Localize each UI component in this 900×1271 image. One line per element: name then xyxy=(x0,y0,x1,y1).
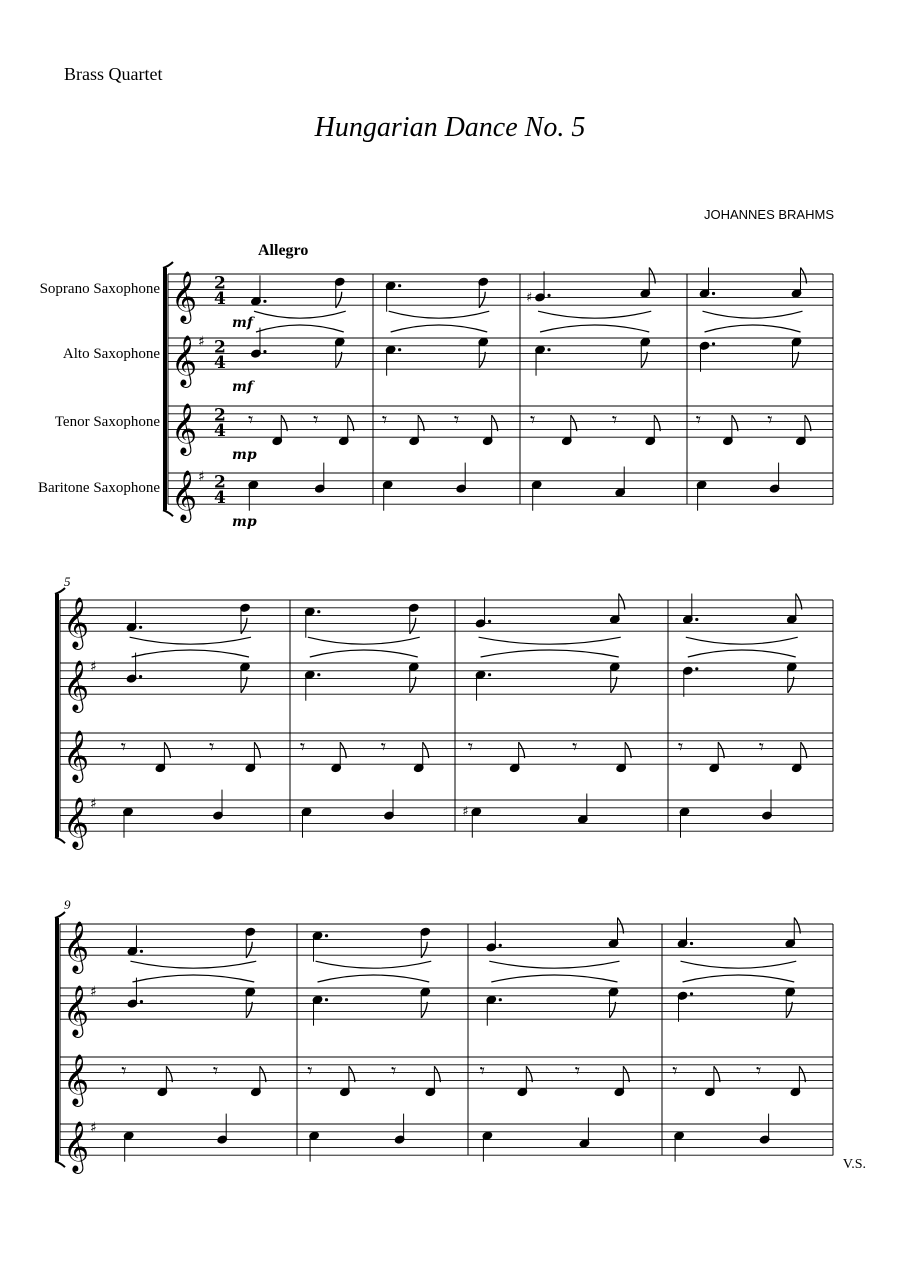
note-flag xyxy=(254,742,260,758)
key-signature-sharp-icon: ♯ xyxy=(198,468,205,485)
eighth-rest-icon: 𝄾 xyxy=(467,734,474,759)
treble-clef-icon: 𝄞 xyxy=(171,470,198,522)
note-flag xyxy=(625,742,631,758)
note-flag xyxy=(793,352,799,368)
eighth-rest-icon: 𝄾 xyxy=(313,407,319,432)
note-dot xyxy=(140,950,143,953)
eighth-rest-icon: 𝄾 xyxy=(530,407,536,432)
note-flag xyxy=(348,415,354,431)
note-flag xyxy=(340,742,346,758)
eighth-rest-icon: 𝄾 xyxy=(695,407,702,432)
note-flag xyxy=(526,1066,532,1082)
phrase-slur xyxy=(481,650,619,657)
note-flag xyxy=(654,415,660,431)
phrase-slur xyxy=(318,975,430,982)
eighth-rest-icon: 𝄾 xyxy=(299,734,306,759)
note-flag xyxy=(718,742,724,758)
eighth-rest-icon: 𝄾 xyxy=(212,1058,219,1083)
note-flag xyxy=(571,415,577,431)
eighth-rest-icon: 𝄾 xyxy=(391,1058,397,1083)
key-signature-sharp-icon: ♯ xyxy=(90,1119,97,1136)
key-signature-sharp-icon: ♯ xyxy=(90,795,97,812)
eighth-rest-icon: 𝄾 xyxy=(380,734,387,759)
ensemble-label: Brass Quartet xyxy=(64,64,163,84)
time-signature-lower: 4 xyxy=(214,289,226,310)
phrase-slur xyxy=(130,637,251,644)
note-dot xyxy=(325,934,328,937)
volti-subito: V.S. xyxy=(842,1157,866,1172)
note-flag xyxy=(492,415,498,431)
eighth-rest-icon: 𝄾 xyxy=(758,734,765,759)
note-flag xyxy=(418,415,424,431)
note-flag xyxy=(618,918,624,934)
note-dot xyxy=(317,610,320,613)
dynamic-marking: mf xyxy=(232,315,253,332)
eighth-rest-icon: 𝄾 xyxy=(453,407,460,432)
note-flag xyxy=(260,1066,266,1082)
note-dot xyxy=(139,626,142,629)
phrase-slur xyxy=(538,311,651,318)
phrase-slur xyxy=(703,311,803,318)
eighth-rest-icon: 𝄾 xyxy=(574,1058,581,1083)
note-dot xyxy=(690,992,693,995)
time-signature-upper: 2 xyxy=(214,405,226,426)
note-dot xyxy=(139,675,142,678)
eighth-rest-icon: 𝄾 xyxy=(677,734,684,759)
eighth-rest-icon: 𝄾 xyxy=(767,407,773,432)
phrase-slur xyxy=(132,650,249,657)
instrument-name-tenor: Tenor Saxophone xyxy=(54,414,160,430)
instrument-name-soprano: Soprano Saxophone xyxy=(39,281,160,297)
note-flag xyxy=(641,352,647,368)
note-dot xyxy=(140,1000,143,1003)
note-flag xyxy=(246,1002,252,1018)
note-dot xyxy=(317,673,320,676)
note-flag xyxy=(788,677,794,693)
phrase-slur xyxy=(389,311,490,318)
note-flag xyxy=(714,1066,720,1082)
note-flag xyxy=(336,352,342,368)
treble-clef-icon: 𝄞 xyxy=(63,1054,90,1106)
treble-clef-icon: 𝄞 xyxy=(171,335,198,387)
note-flag xyxy=(166,1066,172,1082)
treble-clef-icon: 𝄞 xyxy=(63,797,90,849)
bracket-hook xyxy=(55,588,65,594)
treble-clef-icon: 𝄞 xyxy=(171,403,198,455)
phrase-slur xyxy=(316,961,432,968)
measure-number: 5 xyxy=(64,574,71,589)
composer-name: JOHANNES BRAHMS xyxy=(703,207,834,222)
time-signature-lower: 4 xyxy=(214,353,226,374)
note-flag xyxy=(794,918,800,934)
note-flag xyxy=(786,1002,792,1018)
note-flag xyxy=(801,742,807,758)
note-flag xyxy=(611,677,617,693)
eighth-rest-icon: 𝄾 xyxy=(381,407,388,432)
note-flag xyxy=(421,1002,427,1018)
phrase-slur xyxy=(479,637,621,644)
note-dot xyxy=(263,350,266,353)
phrase-slur xyxy=(310,650,418,657)
note-flag xyxy=(164,742,170,758)
eighth-rest-icon: 𝄾 xyxy=(611,407,618,432)
treble-clef-icon: 𝄞 xyxy=(63,730,90,782)
phrase-slur xyxy=(681,961,797,968)
note-flag xyxy=(801,268,807,284)
phrase-slur xyxy=(489,961,619,968)
bracket-hook xyxy=(163,262,173,268)
note-flag xyxy=(479,352,485,368)
note-dot xyxy=(325,998,328,1001)
note-dot xyxy=(695,618,698,621)
note-flag xyxy=(796,594,802,610)
phrase-slur xyxy=(391,325,488,332)
note-flag xyxy=(805,415,811,431)
key-signature-sharp-icon: ♯ xyxy=(90,658,97,675)
key-signature-sharp-icon: ♯ xyxy=(90,983,97,1000)
note-flag xyxy=(623,1066,629,1082)
note-dot xyxy=(547,294,550,297)
note-dot xyxy=(712,292,715,295)
note-dot xyxy=(488,673,491,676)
note-dot xyxy=(263,300,266,303)
eighth-rest-icon: 𝄾 xyxy=(120,734,127,759)
note-dot xyxy=(398,348,401,351)
time-signature-lower: 4 xyxy=(214,421,226,442)
note-flag xyxy=(410,677,416,693)
treble-clef-icon: 𝄞 xyxy=(63,660,90,712)
note-flag xyxy=(349,1066,355,1082)
eighth-rest-icon: 𝄾 xyxy=(756,1058,762,1083)
phrase-slur xyxy=(540,325,649,332)
eighth-rest-icon: 𝄾 xyxy=(209,734,215,759)
key-signature-sharp-icon: ♯ xyxy=(198,333,205,350)
phrase-slur xyxy=(308,637,420,644)
note-flag xyxy=(423,742,429,758)
accidental-sharp-icon: ♯ xyxy=(526,290,533,306)
note-flag xyxy=(241,677,247,693)
phrase-slur xyxy=(705,325,801,332)
instrument-name-baritone: Baritone Saxophone xyxy=(37,480,160,496)
treble-clef-icon: 𝄞 xyxy=(63,1121,90,1173)
time-signature-upper: 2 xyxy=(214,472,226,493)
bracket-hook xyxy=(55,912,65,918)
phrase-slur xyxy=(683,975,795,982)
phrase-slur xyxy=(688,650,796,657)
note-flag xyxy=(281,415,287,431)
phrase-slur xyxy=(686,637,798,644)
eighth-rest-icon: 𝄾 xyxy=(247,407,254,432)
note-dot xyxy=(695,667,698,670)
instrument-name-alto: Alto Saxophone xyxy=(62,346,160,362)
eighth-rest-icon: 𝄾 xyxy=(479,1058,485,1083)
note-flag xyxy=(610,1002,616,1018)
phrase-slur xyxy=(130,961,256,968)
piece-title: Hungarian Dance No. 5 xyxy=(314,112,586,143)
dynamic-marking: mp xyxy=(232,514,257,531)
time-signature-upper: 2 xyxy=(214,337,226,358)
eighth-rest-icon: 𝄾 xyxy=(121,1058,127,1083)
accidental-sharp-icon: ♯ xyxy=(462,804,469,820)
measure-number: 9 xyxy=(64,897,71,912)
time-signature-upper: 2 xyxy=(214,273,226,294)
tempo-marking: Allegro xyxy=(258,242,309,259)
note-flag xyxy=(732,415,738,431)
treble-clef-icon: 𝄞 xyxy=(63,597,90,649)
eighth-rest-icon: 𝄾 xyxy=(672,1058,678,1083)
note-dot xyxy=(398,284,401,287)
note-flag xyxy=(519,742,525,758)
note-flag xyxy=(649,268,655,284)
note-flag xyxy=(619,594,625,610)
dynamic-marking: mp xyxy=(232,447,257,464)
note-dot xyxy=(499,998,502,1001)
treble-clef-icon: 𝄞 xyxy=(63,985,90,1037)
note-dot xyxy=(547,348,550,351)
eighth-rest-icon: 𝄾 xyxy=(307,1058,313,1083)
note-dot xyxy=(712,342,715,345)
note-dot xyxy=(488,620,491,623)
eighth-rest-icon: 𝄾 xyxy=(572,734,578,759)
treble-clef-icon: 𝄞 xyxy=(63,921,90,973)
note-flag xyxy=(434,1066,440,1082)
phrase-slur xyxy=(254,311,346,318)
note-flag xyxy=(799,1066,805,1082)
phrase-slur xyxy=(132,975,254,982)
note-dot xyxy=(499,944,502,947)
dynamic-marking: mf xyxy=(232,379,253,396)
phrase-slur xyxy=(256,325,344,332)
note-dot xyxy=(690,942,693,945)
time-signature-lower: 4 xyxy=(214,488,226,509)
phrase-slur xyxy=(491,975,617,982)
treble-clef-icon: 𝄞 xyxy=(171,271,198,323)
